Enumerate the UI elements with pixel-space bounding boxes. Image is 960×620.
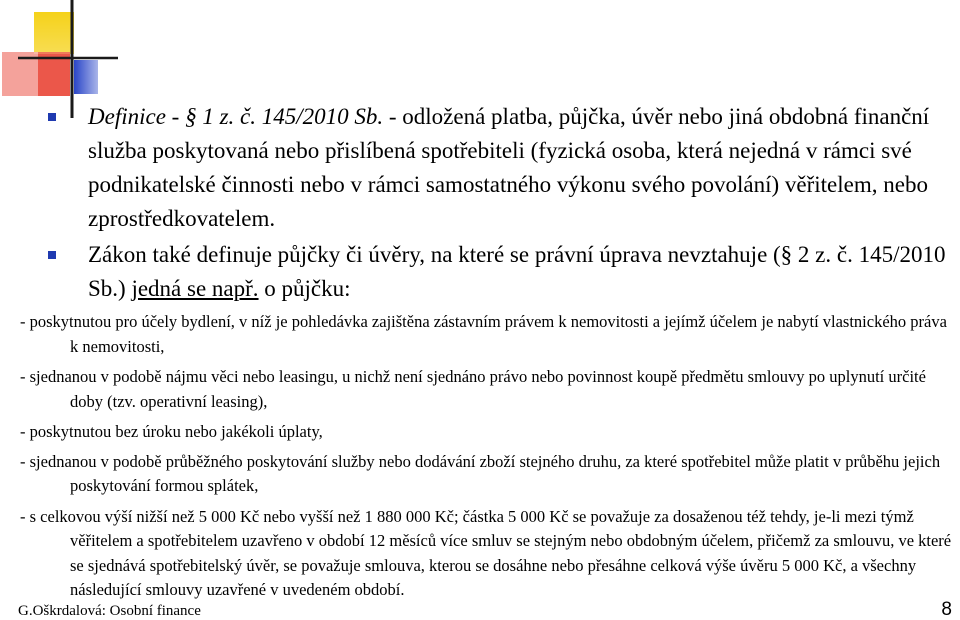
square-bullet-icon [48, 113, 56, 121]
exceptions-text: Zákon také definuje půjčky či úvěry, na které se právní úprava nevztahuje (§ 2 z. č. 145/2010 Sb.) [88, 242, 946, 301]
exception-list [20, 310, 956, 609]
list-item: - s celkovou výší nižší než 5 000 Kč nebo vyšší než 1 880 000 Kč; částka 5 000 Kč se považuje za dosaženou též tehdy, je-li mezi týmž věřitelem a spotřebitelem uzavřeno v období 12 měsíců více smluv se stejným nebo obdobným účelem, přičemž za smlouvu, ve které se sjednává spotřebitelský úvěr, se považuje smlouva, kterou se dosáhne nebo přesáhne celková výše úvěru 5 000 Kč, a všechny následující smlouvy uzavřené v uvedeném období. [20, 506, 952, 599]
list-item: - sjednanou v podobě nájmu věci nebo leasingu, u nichž není sjednáno právo nebo povinnost koupě předmětu smlouvy po uplynutí určité doby (tzv. operativní leasing), [20, 367, 926, 411]
bullet-exceptions [48, 238, 956, 306]
footer-author: G.Oškrdalová: Osobní finance [18, 603, 201, 619]
exceptions-tail: o půjčku: [258, 276, 351, 301]
list-item: - poskytnutou bez úroku nebo jakékoli úplaty, [20, 422, 323, 441]
list-item: - sjednanou v podobě průběžného poskytování služby nebo dodávání zboží stejného druhu, za které spotřebitel může platit v průběhu jejich poskytování formou splátek, [20, 451, 941, 495]
square-bullet-icon [48, 251, 56, 259]
exceptions-underlined: jedná se např. [131, 276, 259, 301]
definition-text: - odložená platba, půjčka, úvěr nebo jiná obdobná finanční služba poskytovaná nebo přislíbená spotřebiteli (fyzická osoba, která nejedná v rámci své podnikatelské činnosti nebo v rámci samostatného výkonu svého povolání) věřitelem, nebo zprostředkovatelem. [88, 104, 930, 231]
definition-reference: Definice - § 1 z. č. 145/2010 Sb. [88, 104, 384, 129]
page-number: 8 [941, 599, 952, 620]
bullet-definition [48, 100, 956, 236]
bullet-list [48, 100, 956, 306]
list-item: - poskytnutou pro účely bydlení, v níž je pohledávka zajištěna zástavním právem k nemovitosti a jejímž účelem je nabytí vlastnického práva k nemovitosti, [20, 312, 947, 356]
